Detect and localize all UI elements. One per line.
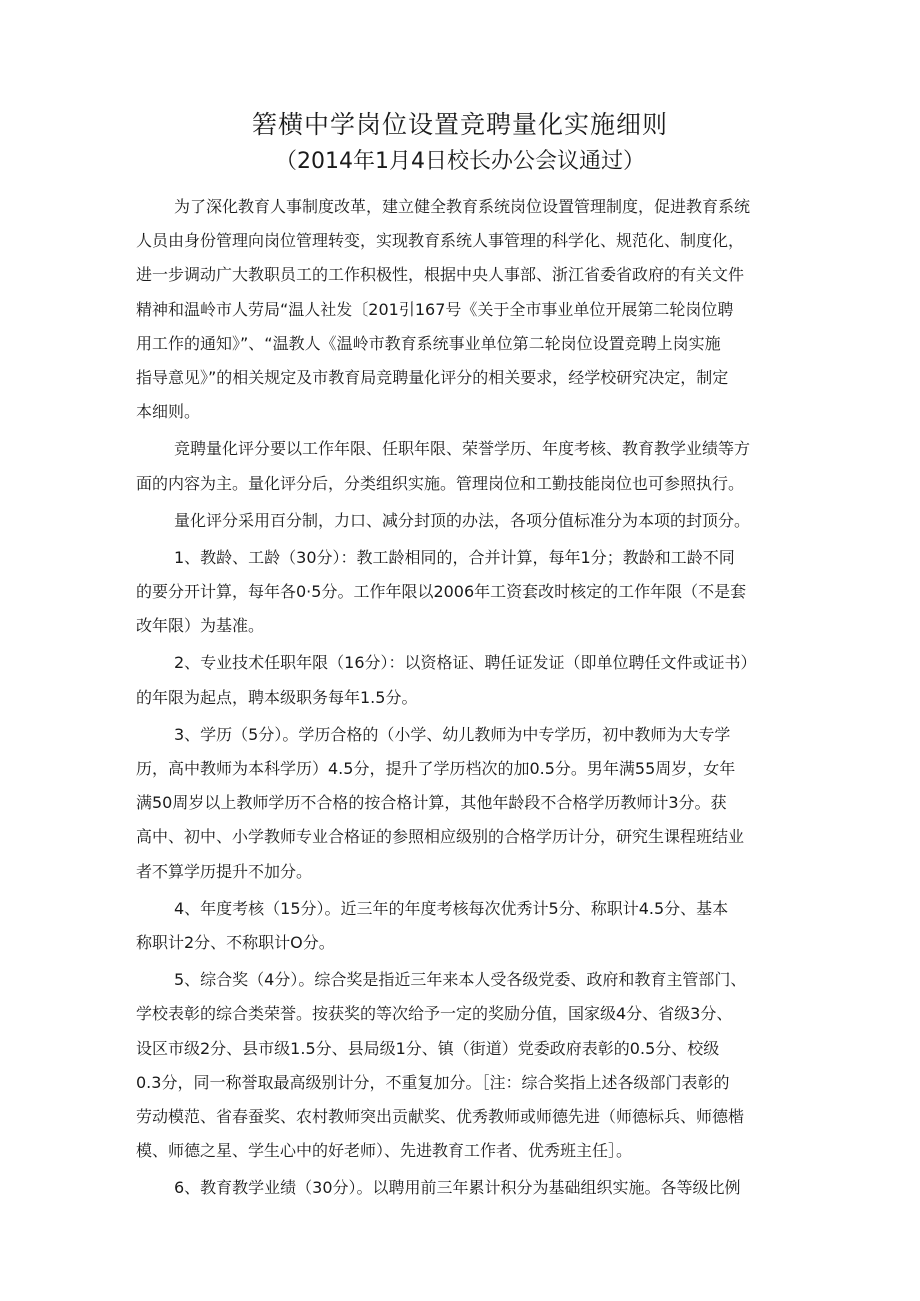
paragraph-line: 精神和温岭市人劳局“温人社发〔201引167号《关于全市事业单位开展第二轮岗位聘 — [136, 299, 734, 319]
paragraph-line: 量化评分采用百分制，力口、减分封顶的办法，各项分值标准分为本项的封顶分。 — [174, 510, 751, 530]
paragraph-line: 称职计2分、不称职计O分。 — [136, 932, 335, 952]
paragraph-line: 学校表彰的综合类荣誉。按获奖的等次给予一定的奖励分值，国家级4分、省级3分、 — [136, 1004, 733, 1024]
paragraph-line: 进一步调动广大教职员工的工作积极性，根据中央人事部、浙江省委省政府的有关文件 — [136, 265, 745, 285]
paragraph — [136, 718, 786, 889]
paragraph — [136, 963, 786, 1168]
document-subtitle: （2014年1月4日校长办公会议通过） — [275, 149, 645, 174]
paragraph-line: 者不算学历提升不加分。 — [136, 861, 313, 881]
paragraph-line: 的要分开计算，每年各0·5分。工作年限以2006年工资套改时核定的工作年限（不是套 — [136, 582, 747, 602]
paragraph — [136, 541, 786, 644]
paragraph-line: 为了深化教育人事制度改革，建立健全教育系统岗位设置管理制度，促进教育系统 — [174, 197, 751, 216]
paragraph-line: 人员由身份管理向岗位管理转变，实现教育系统人事管理的科学化、规范化、制度化， — [136, 231, 745, 251]
paragraph-line: 4、年度考核（15分）。近三年的年度考核每次优秀计5分、称职计4.5分、基本 — [174, 898, 729, 918]
paragraph-line: 指导意见》”的相关规定及市教育局竞聘量化评分的相关要求，经学校研究决定，制定 — [136, 367, 729, 387]
paragraph-line: 2、专业技术任职年限（16分）：以资格证、聘任证发证（即单位聘任文件或证书） — [174, 653, 757, 673]
paragraph-line: 历，高中教师为本科学历）4.5分，提升了学历档次的加0.5分。男年满55周岁，女年 — [136, 759, 736, 778]
paragraph — [136, 504, 786, 538]
paragraph — [136, 646, 786, 714]
paragraph-line: 满50周岁以上教师学历不合格的按合格计算，其他年龄段不合格学历教师计3分。获 — [136, 793, 727, 813]
paragraph-line: 0.3分，同一称誉取最高级别计分，不重复加分。［注：综合奖指上述各级部门表彰的 — [136, 1072, 730, 1092]
paragraph-line: 面的内容为主。量化评分后，分类组织实施。管理岗位和工勤技能岗位也可参照执行。 — [136, 473, 745, 493]
paragraph — [136, 1171, 786, 1205]
paragraph-line: 高中、初中、小学教师专业合格证的参照相应级别的合格学历计分，研究生课程班结业 — [136, 827, 745, 847]
paragraph-line: 模、师德之星、学生心中的好老师）、先进教育工作者、优秀班主任］。 — [136, 1141, 633, 1161]
paragraph-line: 的年限为起点，聘本级职务每年1.5分。 — [136, 687, 418, 707]
paragraph-line: 竞聘量化评分要以工作年限、任职年限、荣誉学历、年度考核、教育教学业绩等方 — [174, 439, 751, 459]
document-body — [136, 190, 786, 1205]
paragraph-line: 1、教龄、工龄（30分）：教工龄相同的，合并计算，每年1分；教龄和工龄不同 — [174, 547, 735, 567]
paragraph — [136, 432, 786, 500]
paragraph-line: 劳动模范、省春蚕奖、农村教师突出贡献奖、优秀教师或师德先进（师德标兵、师德楷 — [136, 1106, 745, 1126]
paragraph-line: 5、综合奖（4分）。综合奖是指近三年来本人受各级党委、政府和教育主管部门、 — [174, 970, 747, 990]
paragraph-line: 设区市级2分、县市级1.5分、县局级1分、镇（街道）党委政府表彰的0.5分、校级 — [136, 1038, 720, 1058]
paragraph-line: 用工作的通知》”、“温教人《温岭市教育系统事业单位第二轮岗位设置竞聘上岗实施 — [136, 333, 721, 353]
paragraph-line: 改年限）为基准。 — [136, 616, 265, 636]
paragraph-line: 3、学历（5分）。学历合格的（小学、幼儿教师为中专学历，初中教师为大专学 — [174, 724, 731, 744]
document-title: 箬横中学岗位设置竞聘量化实施细则 — [251, 110, 668, 139]
paragraph — [136, 892, 786, 960]
paragraph-line: 6、教育教学业绩（30分）。以聘用前三年累计积分为基础组织实施。各等级比例 — [174, 1178, 741, 1198]
paragraph-line: 本细则。 — [136, 402, 201, 422]
paragraph — [136, 190, 786, 429]
